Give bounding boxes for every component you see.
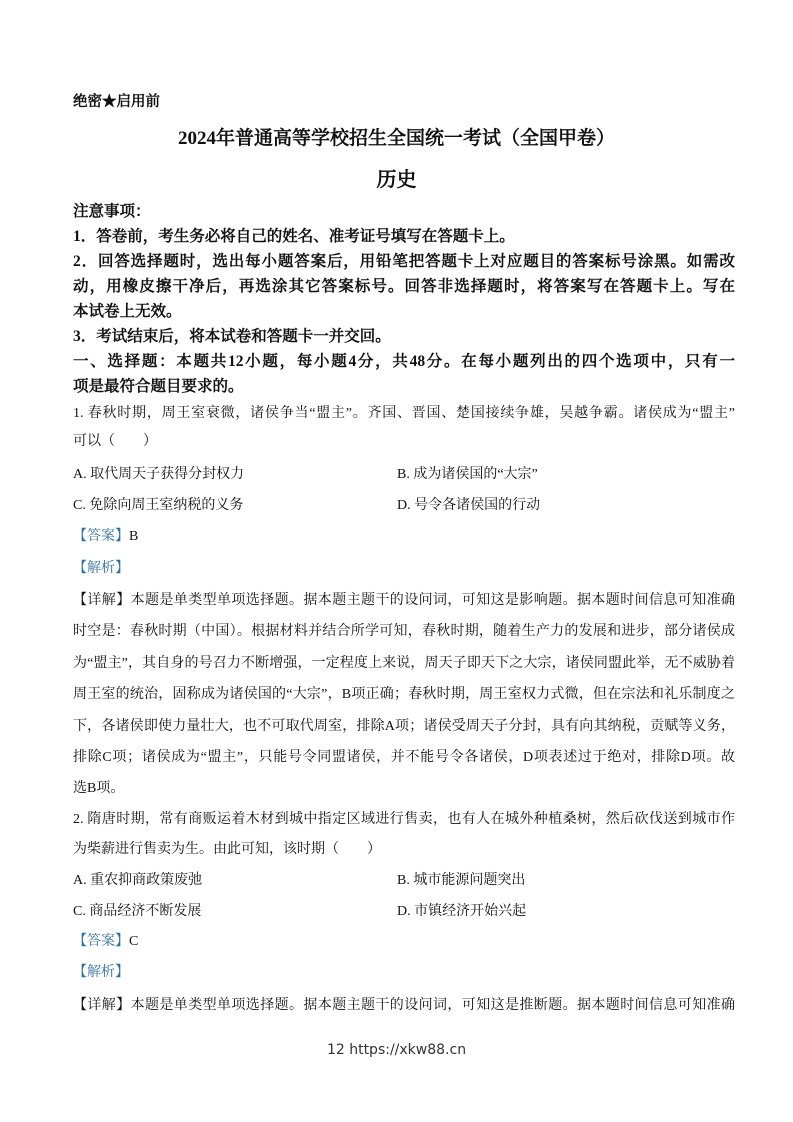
option-d: D. 号令各诸侯国的行动 xyxy=(397,498,541,513)
option-a: A. 取代周天子获得分封权力 xyxy=(73,467,245,482)
answer-tag: 【答案】 xyxy=(73,934,129,949)
notice-line: 1．答卷前，考生务必将自己的姓名、准考证号填写在答题卡上。 xyxy=(73,228,515,245)
detail-line: 【详解】本题是单类型单项选择题。据本题主题干的设问词，可知这是推断题。据本题时间信息可知准确 xyxy=(73,998,735,1013)
notice-line: 2．回答选择题时，选出每小题答案后，用铅笔把答题卡上对应题目的答案标号涂黑。如需改 xyxy=(73,253,735,270)
exam-title: 2024年普通高等学校招生全国统一考试（全国甲卷） xyxy=(177,128,615,149)
analysis-tag: 【解析】 xyxy=(73,965,129,980)
notice-line: 3．考试结束后，将本试卷和答题卡一并交回。 xyxy=(73,328,391,345)
question-stem: 为柴薪进行售卖为生。由此可知，该时期（ ） xyxy=(73,842,381,857)
notice-heading: 注意事项： xyxy=(73,203,151,220)
question-stem: 2. 隋唐时期，常有商贩运着木材到城中指定区域进行售卖，也有人在城外种植桑树，然后砍伐送到城市作 xyxy=(73,812,735,827)
answer-tag: 【答案】 xyxy=(73,529,129,544)
detail-line: 时空是：春秋时期（中国）。根据材料并结合所学可知，春秋时期，随着生产力的发展和进步，部分诸侯成 xyxy=(73,624,735,639)
option-d: D. 市镇经济开始兴起 xyxy=(397,904,527,919)
section-heading: 一、选择题：本题共12小题，每小题4分，共48分。在每小题列出的四个选项中，只有一 xyxy=(73,353,735,370)
analysis-tag: 【解析】 xyxy=(73,561,129,576)
detail-line: 为“盟主”，其自身的号召力不断增强，一定程度上来说，周天子即天下之大宗，诸侯同盟此举，无不威胁着 xyxy=(73,656,735,671)
answer-line xyxy=(73,932,735,952)
answer-value: C xyxy=(129,934,139,949)
section-heading: 项是最符合题目要求的。 xyxy=(73,378,244,395)
question-stem: 可以（ ） xyxy=(73,434,157,449)
option-b: B. 成为诸侯国的“大宗” xyxy=(397,467,538,482)
option-a: A. 重农抑商政策废弛 xyxy=(73,873,203,888)
confidential-label: 绝密★启用前 xyxy=(73,94,160,110)
option-c: C. 商品经济不断发展 xyxy=(73,904,202,919)
notice-line: 本试卷上无效。 xyxy=(73,303,182,320)
page-footer: 12 https://xkw88.cn xyxy=(326,1042,467,1058)
detail-line: 【详解】本题是单类型单项选择题。据本题主题干的设问词，可知这是影响题。据本题时间信息可知准确 xyxy=(73,593,735,608)
detail-line: 排除C项；诸侯成为“盟主”，只能号令同盟诸侯，并不能号令各诸侯，D项表述过于绝对，排除D项。故 xyxy=(73,750,735,765)
detail-line: 选B项。 xyxy=(73,781,125,796)
notice-line: 动，用橡皮擦干净后，再选涂其它答案标号。回答非选择题时，将答案写在答题卡上。写在 xyxy=(73,278,735,295)
subject-title: 历史 xyxy=(376,169,417,191)
detail-line: 下，各诸侯即使力量壮大，也不可取代周室，排除A项；诸侯受周天子分封，具有向其纳税，贡赋等义务， xyxy=(73,719,735,734)
option-b: B. 城市能源问题突出 xyxy=(397,873,526,888)
answer-line xyxy=(73,527,735,547)
option-c: C. 免除向周王室纳税的义务 xyxy=(73,498,244,513)
detail-line: 周王室的统治，固称成为诸侯国的“大宗”，B项正确；春秋时期，周王室权力式微，但在宗法和礼乐制度之 xyxy=(73,687,735,702)
answer-value: B xyxy=(129,529,139,544)
question-stem: 1. 春秋时期，周王室衰微，诸侯争当“盟主”。齐国、晋国、楚国接续争雄，吴越争霸。诸侯成为“盟主” xyxy=(73,406,735,421)
